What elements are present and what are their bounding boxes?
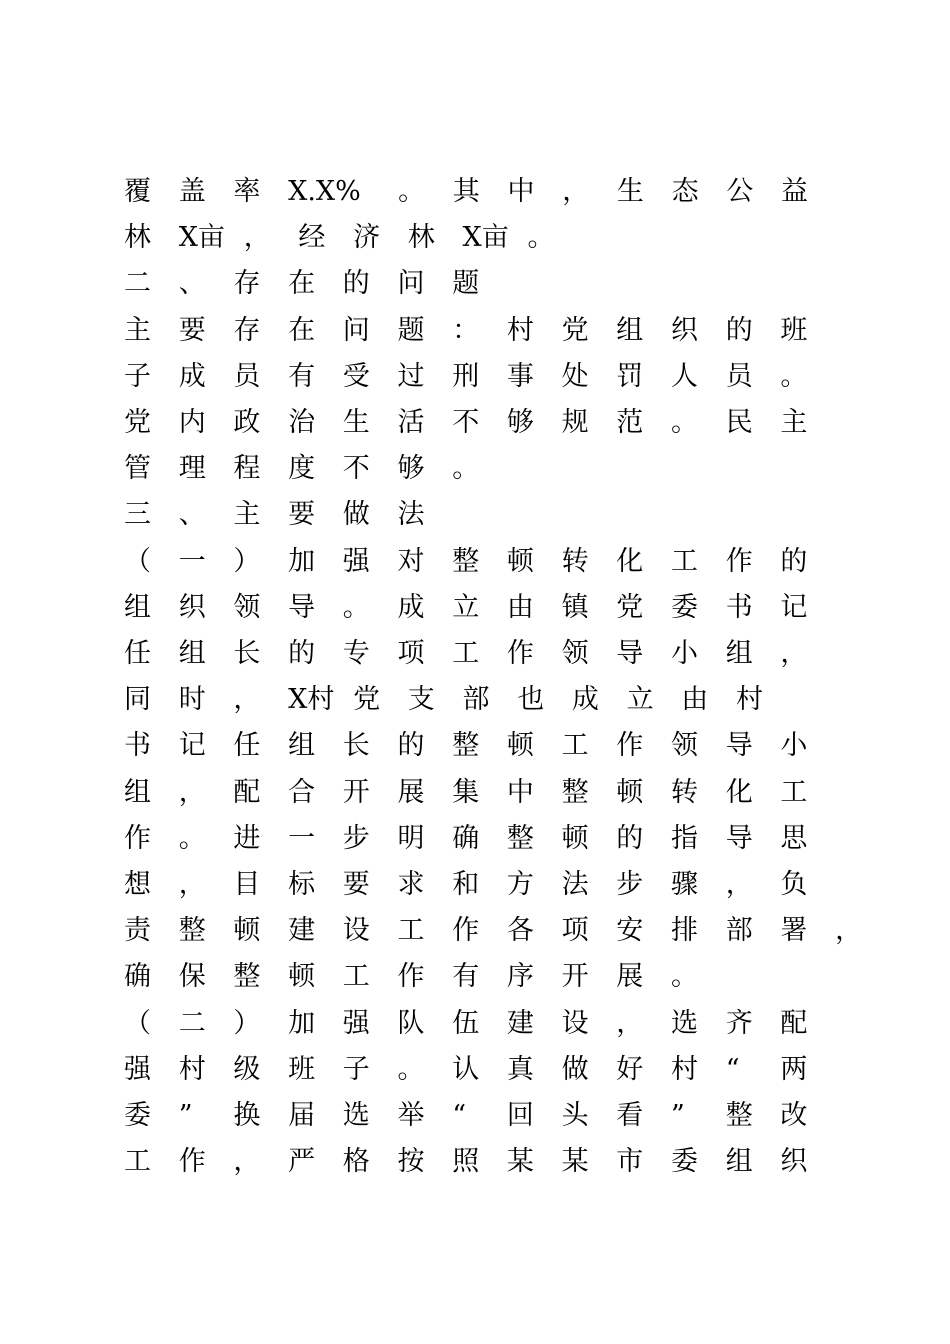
text-char: 态 [671,176,699,207]
text-char: 书 [124,730,151,762]
text-char: 要 [342,869,370,900]
text-char: 成 [178,360,206,392]
text-char: X亩 [462,222,509,254]
text-char: 主 [233,499,261,531]
text-char: 领 [233,591,261,623]
text-char: 选 [671,1007,698,1039]
text-char: ， [233,684,261,716]
text-char: 设 [342,915,370,947]
text-char: 覆 [124,176,151,207]
text-char: 集 [452,776,480,808]
text-char: 方 [506,869,534,900]
text-char: 率 [233,176,261,207]
text-char: 有 [288,360,316,392]
text-char: 。 [397,1053,425,1085]
text-char: 顿 [561,822,589,854]
text-char: 、 [178,499,206,531]
text-char: 化 [725,776,753,808]
text-char: 要 [178,314,206,346]
text-char: 时 [178,684,206,716]
text-char: 的 [725,314,753,346]
text-char: 内 [178,407,206,438]
text-char: ， [178,869,206,900]
text-char: 子 [124,360,151,392]
text-char: 林 [407,222,435,254]
text-char: 排 [671,915,698,947]
text-char: 。 [780,360,808,392]
text-char: 盖 [178,176,206,207]
text-char: 法 [397,499,425,531]
text-char: 转 [671,776,698,808]
text-char: 生 [342,407,370,438]
text-char: 规 [561,407,589,438]
text-char: 同 [124,684,151,716]
text-char: 。 [671,407,698,438]
text-char: 人 [671,360,698,392]
text-char: 认 [452,1053,480,1085]
text-char: 村 [178,1053,206,1085]
text-char: 举 [397,1100,425,1131]
text-char: 民 [725,407,753,438]
text-char: 做 [342,499,370,531]
text-char: 立 [452,591,480,623]
text-char: 严 [288,1146,316,1178]
text-char: 整 [506,822,534,854]
text-char: 、 [178,268,206,300]
text-char: 经 [298,222,326,254]
text-char: 各 [506,915,534,947]
text-char: ） [233,1007,261,1039]
text-char: 工 [780,776,808,808]
text-char: 整 [725,1100,753,1131]
text-char: 组 [178,638,206,669]
text-char: 整 [233,961,261,993]
text-char: 二 [124,268,151,300]
text-char: ” [178,1100,193,1131]
text-char: 求 [397,869,425,900]
text-char: 配 [780,1007,808,1039]
text-char: ， [243,222,271,254]
text-char: 。 [527,222,555,254]
text-char: 公 [726,176,754,207]
text-char: 标 [288,869,316,900]
text-char: 导 [725,730,753,762]
text-char: 任 [233,730,261,762]
text-char: 项 [397,638,425,669]
text-char: 级 [233,1053,261,1085]
text-char: 开 [561,961,589,993]
text-char: 作 [506,638,534,669]
text-char: 回 [506,1100,534,1131]
text-char: 的 [288,638,316,669]
text-char: 。 [178,822,206,854]
text-char: 主 [124,314,151,346]
text-char: 不 [342,453,370,485]
text-char: 建 [506,1007,534,1039]
text-char: 委 [671,1146,698,1178]
text-char: 长 [233,638,261,669]
text-char: 一 [178,545,206,577]
text-char: 村 [736,684,763,716]
text-char: 在 [288,314,316,346]
text-char: 配 [233,776,261,808]
text-char: 组 [725,1146,753,1178]
text-char: 和 [452,869,480,900]
text-char: 做 [561,1053,589,1085]
text-char: 任 [124,638,151,669]
text-char: 由 [506,591,534,623]
text-char: 法 [561,869,589,900]
text-char: 问 [397,268,425,300]
text-char: 序 [506,961,534,993]
text-char: 格 [342,1146,370,1178]
text-char: 受 [342,360,370,392]
text-char: 够 [397,453,425,485]
text-char: 委 [671,591,698,623]
text-char: 三 [124,499,151,531]
text-char: 化 [616,545,644,577]
text-char: 保 [178,961,206,993]
text-char: 。 [342,591,370,623]
text-char: 强 [124,1053,151,1085]
text-char: 步 [342,822,370,854]
text-char: 其 [452,176,480,207]
text-char: 导 [616,638,644,669]
text-char: 加 [288,1007,316,1039]
text-char: 的 [780,545,808,577]
text-char: 真 [506,1053,534,1085]
text-char: 记 [780,591,808,623]
text-char: 建 [288,915,316,947]
text-char: 委 [124,1100,151,1131]
text-char: 班 [288,1053,316,1085]
text-char: ， [178,776,206,808]
text-char: 想 [124,869,151,900]
text-char: 转 [561,545,589,577]
text-char: 度 [288,453,316,485]
text-char: 头 [561,1100,589,1131]
text-char: 书 [725,591,753,623]
text-char: 步 [616,869,644,900]
text-char: 组 [124,776,151,808]
text-char: 整 [178,915,206,947]
text-char: 确 [124,961,151,993]
text-char: 作 [452,915,480,947]
text-char: ， [780,638,808,669]
text-char: 强 [342,545,370,577]
text-char: 生 [616,176,644,207]
text-char: 届 [288,1100,316,1131]
text-char: （ [124,1007,151,1039]
text-char: 对 [397,545,425,577]
text-char: 程 [233,453,261,485]
text-char: 工 [124,1146,151,1178]
text-char: 存 [233,268,261,300]
text-char: 指 [671,822,698,854]
text-char: 目 [233,869,261,900]
text-char: 顿 [616,776,644,808]
text-char: 范 [616,407,644,438]
text-char: 成 [571,684,599,716]
text-char: 够 [506,407,534,438]
text-char: 设 [561,1007,589,1039]
text-char: 中 [507,176,535,207]
text-char: 负 [780,869,808,900]
text-char: 员 [725,360,753,392]
text-char: X亩 [178,222,225,254]
text-char: 组 [124,591,151,623]
text-char: 要 [288,499,316,531]
text-char: 长 [342,730,370,762]
text-char: 政 [233,407,261,438]
text-char: 组 [616,314,644,346]
text-char: 党 [616,591,644,623]
text-char: 的 [342,268,370,300]
text-char: 罚 [616,360,644,392]
text-char: 党 [124,407,151,438]
text-char: 整 [561,776,589,808]
text-char: 在 [288,268,316,300]
text-char: 镇 [561,591,589,623]
text-char: 某 [506,1146,534,1178]
text-char: 小 [671,638,698,669]
text-char: 作 [178,1146,206,1178]
text-char: 工 [561,730,589,762]
text-char: 某 [561,1146,589,1178]
text-char: 不 [452,407,480,438]
text-char: 立 [626,684,654,716]
text-char: 开 [342,776,370,808]
text-char: 问 [342,314,370,346]
text-char: 存 [233,314,261,346]
text-char: 顿 [506,730,534,762]
text-char: ， [562,176,590,207]
text-char: 作 [124,822,151,854]
text-char: 齐 [725,1007,753,1039]
text-char: 作 [725,545,753,577]
text-char: 党 [561,314,589,346]
text-char: ， [725,869,753,900]
text-char: 领 [671,730,698,762]
text-char: 班 [780,314,808,346]
text-char: 换 [233,1100,261,1131]
text-char: 进 [233,822,261,854]
text-char: 加 [288,545,316,577]
text-char: 伍 [452,1007,480,1039]
text-char: 。 [398,176,426,207]
text-char: 织 [780,1146,808,1178]
text-char: 子 [342,1053,370,1085]
text-char: 员 [233,360,261,392]
text-char: ” [671,1100,685,1131]
text-char: 两 [780,1053,808,1085]
text-char: 党 [353,684,381,716]
text-char: 作 [397,961,425,993]
text-char: 二 [178,1007,206,1039]
text-char: 林 [124,222,151,254]
text-char: 组 [288,730,316,762]
text-char: 益 [781,176,808,207]
text-char: 一 [288,822,316,854]
text-char: 顿 [506,545,534,577]
text-char: 事 [506,360,534,392]
text-char: 安 [616,915,644,947]
text-char: 好 [616,1053,644,1085]
text-char: 村 [671,1053,698,1085]
text-char: 活 [397,407,425,438]
text-char: 领 [561,638,589,669]
text-char: 过 [397,360,425,392]
text-char: 主 [780,407,808,438]
text-char: 整 [452,730,480,762]
text-char: 项 [561,915,589,947]
text-char: 。 [671,961,698,993]
text-char: 作 [616,730,644,762]
text-char: 看 [616,1100,644,1131]
text-char: 部 [725,915,753,947]
text-char: 刑 [452,360,480,392]
text-char: 队 [397,1007,425,1039]
text-char: 思 [780,822,808,854]
text-char: 确 [452,822,480,854]
text-char: 支 [407,684,435,716]
text-char: 织 [178,591,206,623]
text-char: 成 [397,591,425,623]
text-char: 由 [681,684,709,716]
text-char: 村 [506,314,534,346]
text-char: 。 [452,453,480,485]
text-char: “ [725,1053,740,1085]
text-char: 明 [397,822,425,854]
text-char: 改 [780,1100,808,1131]
text-char: 选 [342,1100,370,1131]
text-char: 理 [178,453,206,485]
text-char: 展 [616,961,644,993]
text-char: 记 [178,730,206,762]
text-char: 小 [780,730,808,762]
text-char: 强 [342,1007,370,1039]
text-char: 治 [288,407,316,438]
text-char: 济 [353,222,381,254]
text-char: 按 [397,1146,425,1178]
text-char: 骤 [671,869,698,900]
text-char: ， [233,1146,261,1178]
text-char: （ [124,545,151,577]
text-char: 部 [462,684,490,716]
text-char: 中 [506,776,534,808]
text-char: X.X% [288,176,361,207]
text-char: 有 [452,961,480,993]
text-char: 织 [671,314,698,346]
text-char: 展 [397,776,425,808]
text-char: 专 [342,638,370,669]
text-char: 题 [397,314,425,346]
text-char: 责 [124,915,151,947]
text-char: ） [233,545,261,577]
text-char: 导 [725,822,753,854]
text-char: 工 [452,638,480,669]
text-char: 导 [288,591,316,623]
text-char: 顿 [233,915,261,947]
text-char: 管 [124,453,151,485]
text-char: 也 [517,684,545,716]
text-char: X村 [288,684,335,716]
text-char: 题 [452,268,480,300]
text-char: ： [452,314,480,346]
text-char: ， [616,1007,644,1039]
text-char: ， [835,915,863,947]
text-char: 合 [288,776,316,808]
text-char: 工 [397,915,425,947]
text-char: “ [452,1100,466,1131]
text-char: 照 [452,1146,480,1178]
text-char: 顿 [288,961,316,993]
text-char: 工 [342,961,370,993]
text-char: 工 [671,545,698,577]
text-char: 处 [561,360,589,392]
text-char: 整 [452,545,480,577]
text-char: 市 [616,1146,644,1178]
text-char: 署 [780,915,808,947]
text-char: 的 [616,822,644,854]
text-char: 组 [725,638,753,669]
text-char: 的 [397,730,425,762]
